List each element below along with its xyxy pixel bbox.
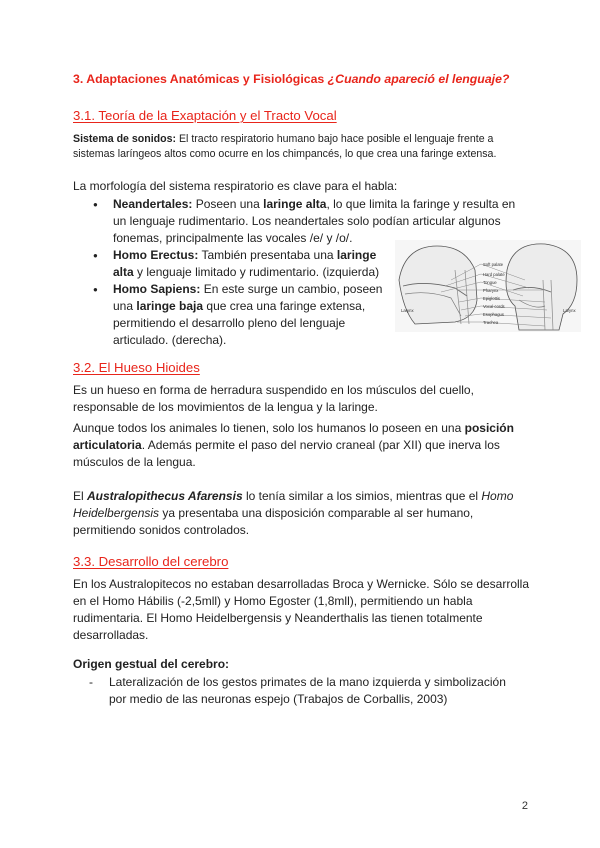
figure-label: Larynx	[401, 308, 414, 313]
sistema-sonidos-paragraph	[73, 132, 523, 162]
paragraph-bold: posición articulatoria	[73, 421, 514, 452]
cerebro-paragraph: En los Australopitecos no estaban desarrolladas Broca y Wernicke. Sólo se desarrolla en el Homo Hábilis (-2,5mll) y Homo Egoster (1,8mll), permitiendo un habla rudimentaria. El Homo Heidelbergensis y Neanderthalis las tienen totalmente desarrolladas.	[73, 577, 530, 642]
figure-label: Trachea	[483, 320, 499, 325]
sistema-sonidos-label: Sistema de sonidos:	[73, 133, 177, 145]
figure-label: Hard palate	[483, 272, 505, 277]
bullet-bold: laringe alta	[113, 248, 377, 279]
bullet-text: En este surge un cambio, poseen una	[113, 282, 383, 313]
bullet-text: y lenguaje limitado y rudimentario. (izquierda)	[133, 265, 380, 279]
chapter-title: 3. Adaptaciones Anatómicas y Fisiológicas	[73, 72, 328, 86]
hioides-paragraph-2	[73, 420, 535, 471]
bullet-bold: laringe alta	[263, 197, 327, 211]
figure-label: Pharynx	[483, 288, 499, 293]
paragraph-text: lo tenía similar a los simios, mientras que el	[242, 489, 482, 503]
bullet-text: También presentaba una	[198, 248, 337, 262]
hioides-paragraph-1: Es un hueso en forma de herradura suspendido en los músculos del cuello, responsable de los movimientos de la lengua y la laringe.	[73, 383, 474, 414]
chapter-question: ¿Cuando apareció el lenguaje?	[327, 72, 510, 86]
bullet-term: Homo Sapiens:	[113, 282, 201, 296]
list-item	[73, 281, 385, 349]
figure-label: Vocal cords	[483, 304, 505, 309]
origen-gestual-title: Origen gestual del cerebro:	[73, 657, 230, 671]
vocal-tract-diagram	[395, 240, 581, 332]
bullet-bold: laringe baja	[136, 299, 204, 313]
paragraph-text: . Además permite el paso del nervio craneal (par XII) que inerva los músculos de la lengua.	[73, 438, 500, 469]
page-number: 2	[521, 800, 528, 812]
species-name: Australopithecus Afarensis	[87, 489, 243, 503]
hioides-paragraph-3	[73, 488, 535, 539]
figure-label: Tongue	[483, 280, 497, 285]
figure-label: Esophagus	[483, 312, 504, 317]
bullet-text: que crea una faringe extensa, permitiendo el desarrollo pleno del lenguaje articulado. (derecha).	[113, 299, 366, 347]
chapter-heading	[73, 72, 509, 86]
figure-label: Larynx	[563, 308, 576, 313]
section-title-exaptation: 3.1. Teoría de la Exaptación y el Tracto Vocal	[73, 108, 337, 123]
species-name: Homo Heidelbergensis	[73, 489, 514, 520]
bullet-term: Neandertales:	[113, 197, 193, 211]
figure-label: Soft palate	[483, 262, 504, 267]
figure-label: Epiglottis	[483, 296, 500, 301]
section-title-cerebro: 3.3. Desarrollo del cerebro	[73, 554, 229, 569]
section-title-hioides: 3.2. El Hueso Hioides	[73, 360, 200, 375]
paragraph-text: El	[73, 489, 88, 503]
bullet-text: Poseen una	[192, 197, 264, 211]
morfologia-intro: La morfología del sistema respiratorio es clave para el habla:	[73, 179, 398, 193]
vocal-tract-figure	[395, 240, 581, 332]
paragraph-text: ya presentaba una disposición comparable al ser humano, permitiendo sonidos controlados.	[73, 506, 474, 537]
paragraph-text: Aunque todos los animales lo tienen, solo los humanos lo poseen en una	[73, 421, 465, 435]
list-item	[73, 247, 383, 281]
bullet-term: Homo Erectus:	[113, 248, 199, 262]
list-item: - Lateralización de los gestos primates de la mano izquierda y simbolización por medio de las neuronas espejo (Trabajos de Corballis, 2003)	[73, 674, 513, 708]
bullet-text: , lo que limita la faringe y resulta en un lenguaje rudimentario. Los neandertales solo podían articular algunos fonemas, principalmente las vocales /e/ y /o/.	[113, 197, 516, 245]
sistema-sonidos-text: El tracto respiratorio humano bajo hace posible el lenguaje frente a sistemas laríngeos altos como ocurre en los chimpancés, lo que crea una faringe extensa.	[73, 133, 497, 160]
